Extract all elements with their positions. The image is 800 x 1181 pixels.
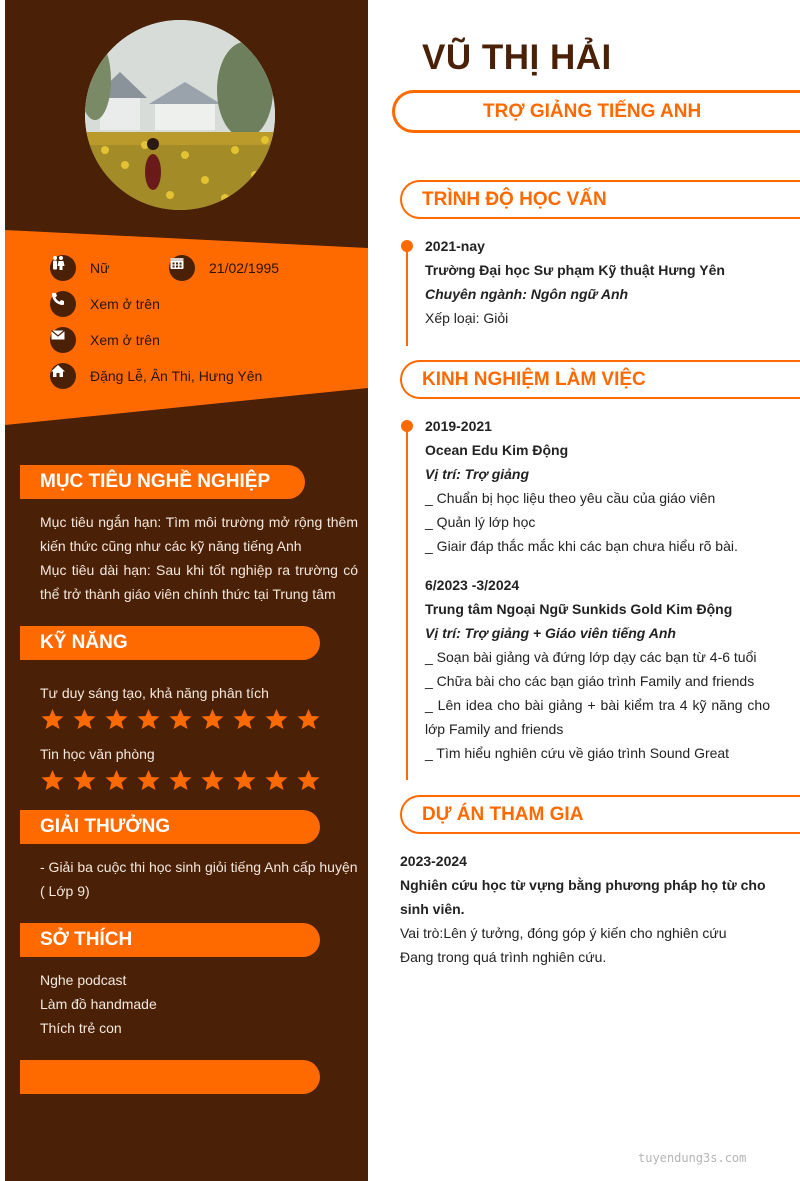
- job-duty: _ Tìm hiểu nghiên cứu về giáo trình Sound Great: [425, 745, 730, 761]
- star-icon: [136, 769, 161, 791]
- skill-rating: [40, 708, 321, 730]
- education-grade: Xếp loại: Giỏi: [425, 310, 509, 326]
- timeline-line: [406, 426, 408, 780]
- phone-row: [50, 291, 160, 317]
- job-duty: _ Chuẩn bị học liệu theo yêu cầu của giáo viên: [425, 490, 716, 506]
- skill-name: Tin học văn phòng: [40, 746, 155, 762]
- job-position: Vị trí: Trợ giảng: [425, 466, 530, 482]
- envelope-icon: [50, 327, 76, 353]
- job-period: 6/2023 -3/2024: [425, 577, 520, 593]
- email-row: [50, 327, 160, 353]
- experience-heading: KINH NGHIỆM LÀM VIỆC: [400, 360, 800, 399]
- job-duty: _ Quản lý lớp học: [425, 514, 536, 530]
- project-role: Vai trò:Lên ý tưởng, đóng góp ý kiến cho nghiên cứu: [400, 925, 727, 941]
- gender-row: [50, 255, 109, 281]
- star-icon: [168, 708, 193, 730]
- skill-rating: [40, 769, 321, 791]
- project-name: Nghiên cứu học từ vựng bằng phương pháp họ từ cho sinh viên.: [400, 877, 766, 917]
- project-status: Đang trong quá trình nghiên cứu.: [400, 949, 607, 965]
- education-school: Trường Đại học Sư phạm Kỹ thuật Hưng Yên: [425, 262, 725, 278]
- candidate-name: VŨ THỊ HẢI: [422, 38, 612, 77]
- job-position: Vị trí: Trợ giảng + Giáo viên tiếng Anh: [425, 625, 676, 641]
- email-text: Xem ở trên: [90, 332, 160, 348]
- star-icon: [40, 769, 65, 791]
- timeline-dot: [401, 240, 413, 252]
- education-major: Chuyên ngành: Ngôn ngữ Anh: [425, 286, 629, 302]
- timeline-line: [406, 246, 408, 346]
- hobby-item: Làm đồ handmade: [40, 996, 157, 1012]
- empty-section-bar: [20, 1060, 320, 1094]
- gender-icon: [50, 255, 76, 281]
- hobbies-heading: SỞ THÍCH: [20, 923, 320, 957]
- award-item: - Giải ba cuộc thi học sinh giỏi tiếng Anh cấp huyện ( Lớp 9): [40, 859, 358, 899]
- watermark: tuyendung3s.com: [638, 1151, 747, 1165]
- calendar-icon: [169, 255, 195, 281]
- star-icon: [72, 708, 97, 730]
- star-icon: [232, 708, 257, 730]
- objective-heading: MỤC TIÊU NGHỀ NGHIỆP: [20, 465, 305, 499]
- job-company: Ocean Edu Kim Động: [425, 442, 569, 458]
- job-duty: _ Lên idea cho bài giảng + bài kiểm tra 4 kỹ năng cho lớp Family and friends: [425, 697, 770, 737]
- home-icon: [50, 363, 76, 389]
- star-icon: [296, 708, 321, 730]
- address-text: Đặng Lễ, Ân Thi, Hưng Yên: [90, 368, 263, 384]
- star-icon: [200, 769, 225, 791]
- objective-short-term: Mục tiêu ngắn hạn: Tìm môi trường mở rộng thêm kiến thức cũng như các kỹ năng tiếng Anh: [40, 514, 358, 554]
- job-company: Trung tâm Ngoại Ngữ Sunkids Gold Kim Động: [425, 601, 733, 617]
- skills-heading: KỸ NĂNG: [20, 626, 320, 660]
- star-icon: [168, 769, 193, 791]
- phone-text: Xem ở trên: [90, 296, 160, 312]
- job-duty: _ Soạn bài giảng và đứng lớp dạy các bạn từ 4-6 tuổi: [425, 649, 757, 665]
- star-icon: [40, 708, 65, 730]
- star-icon: [104, 769, 129, 791]
- job-title: TRỢ GIẢNG TIẾNG ANH: [392, 90, 800, 133]
- star-icon: [104, 708, 129, 730]
- profile-photo: [85, 20, 275, 210]
- star-icon: [72, 769, 97, 791]
- timeline-dot: [401, 420, 413, 432]
- star-icon: [200, 708, 225, 730]
- objective-long-term: Mục tiêu dài hạn: Sau khi tốt nghiệp ra trường có thể trở thành giáo viên chính thức tại Trung tâm: [40, 562, 358, 602]
- project-period: 2023-2024: [400, 853, 467, 869]
- birthday-row: [169, 255, 279, 281]
- star-icon: [264, 708, 289, 730]
- education-heading: TRÌNH ĐỘ HỌC VẤN: [400, 180, 800, 219]
- address-row: [50, 363, 262, 389]
- star-icon: [264, 769, 289, 791]
- job-duty: _ Giair đáp thắc mắc khi các bạn chưa hiểu rõ bài.: [425, 538, 738, 554]
- birthday-text: 21/02/1995: [209, 260, 280, 276]
- avatar: [85, 20, 275, 210]
- projects-heading: DỰ ÁN THAM GIA: [400, 795, 800, 834]
- job-period: 2019-2021: [425, 418, 492, 434]
- star-icon: [136, 708, 161, 730]
- job-duty: _ Chữa bài cho các bạn giáo trình Family and friends: [425, 673, 755, 689]
- star-icon: [296, 769, 321, 791]
- phone-icon: [50, 291, 76, 317]
- education-period: 2021-nay: [425, 238, 485, 254]
- star-icon: [232, 769, 257, 791]
- awards-heading: GIẢI THƯỞNG: [20, 810, 320, 844]
- hobby-item: Thích trẻ con: [40, 1020, 122, 1036]
- left-sidebar: [5, 0, 368, 1181]
- contact-info: [5, 228, 368, 428]
- gender-text: Nữ: [90, 260, 110, 276]
- hobby-item: Nghe podcast: [40, 972, 127, 988]
- skill-name: Tư duy sáng tạo, khả năng phân tích: [40, 685, 269, 701]
